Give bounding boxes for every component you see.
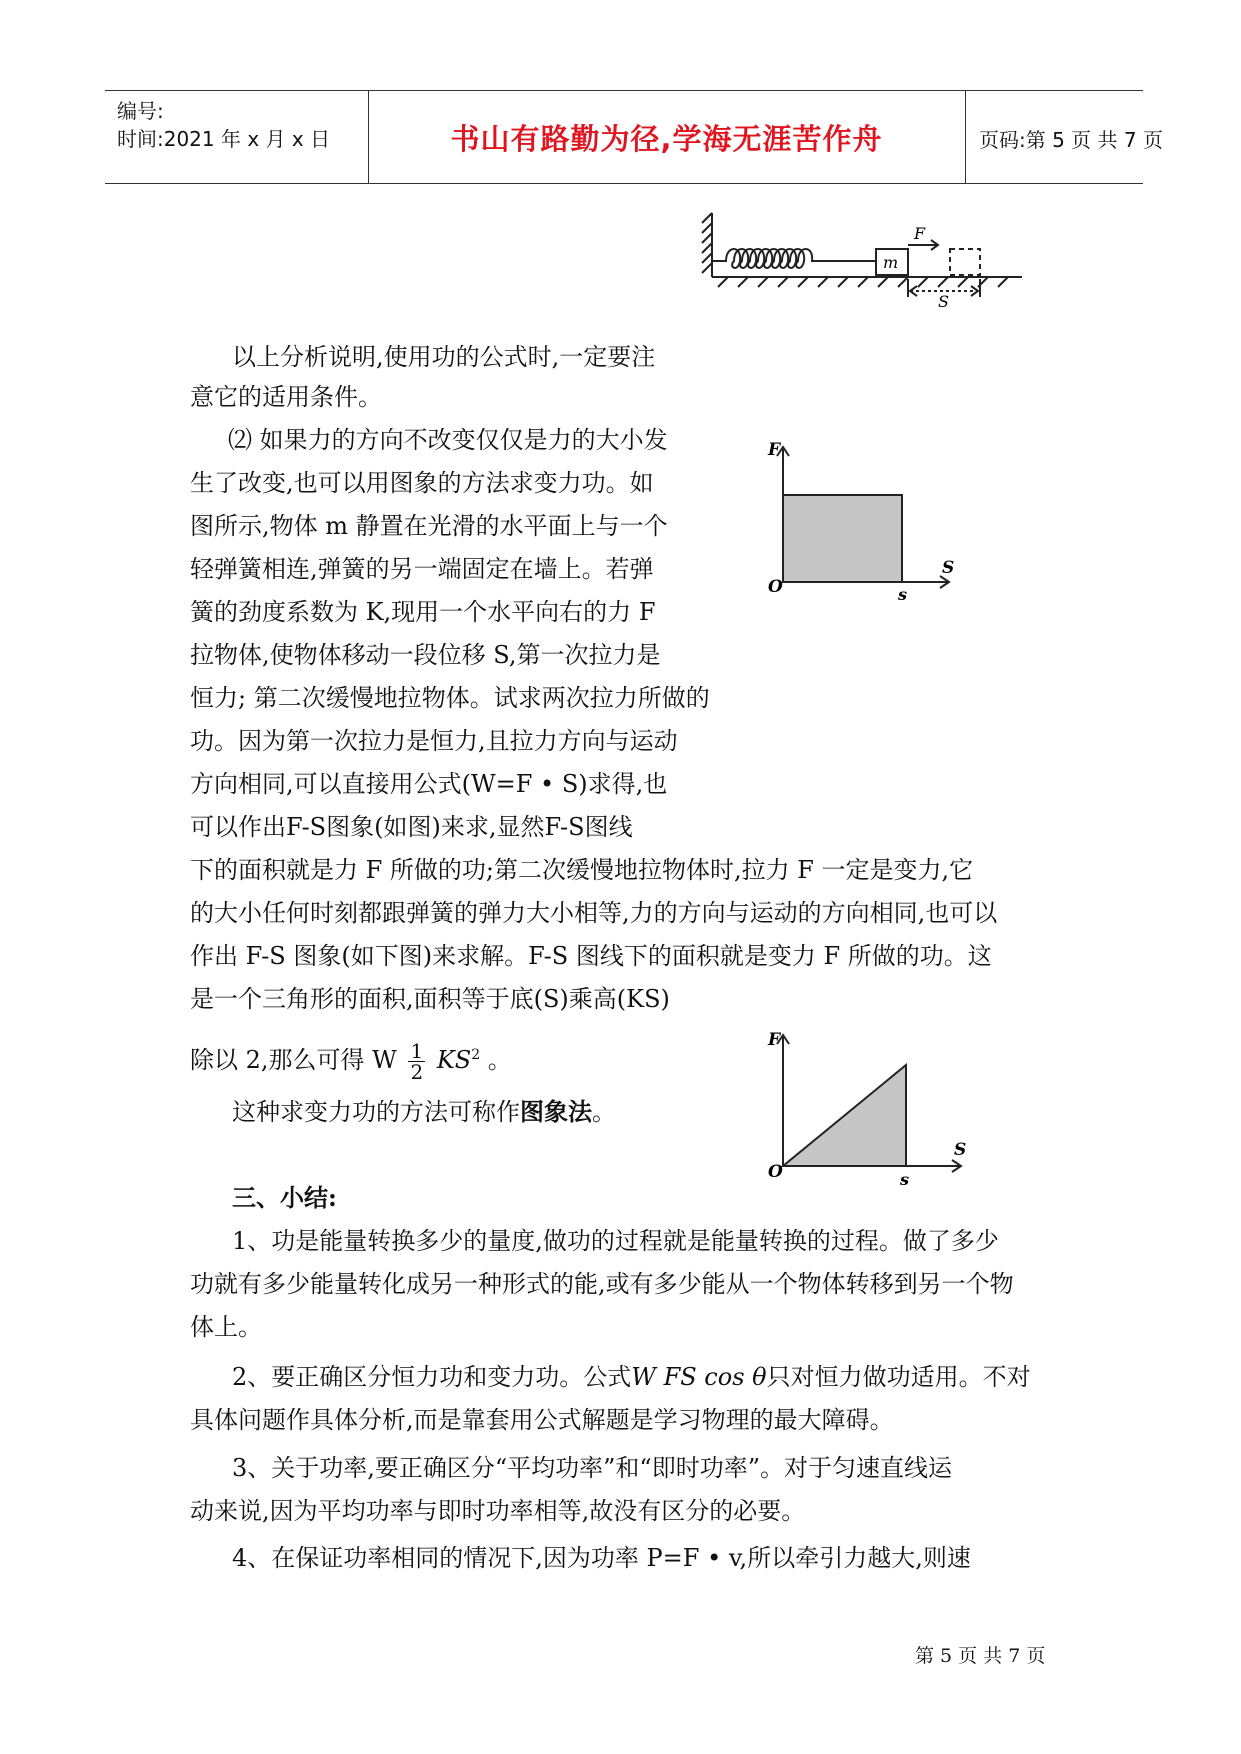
p2-line-14: 是一个三角形的面积,面积等于底(S)乘高(KS) xyxy=(190,985,670,1013)
force-label: F xyxy=(914,224,926,243)
s2-text-a: 2、要正确区分恒力功和变力功。公式 xyxy=(232,1363,632,1391)
p2-line-7: 恒力; 第二次缓慢地拉物体。试求两次拉力所做的 xyxy=(190,684,710,712)
disp-label: S xyxy=(938,292,949,311)
p2-line-4: 轻弹簧相连,弹簧的另一端固定在墙上。若弹 xyxy=(190,555,654,583)
number-label: 编号: xyxy=(117,99,164,123)
page-header xyxy=(105,90,1163,184)
header-right-cell xyxy=(967,91,1163,183)
p3-line xyxy=(232,1097,616,1127)
p2-line-2: 生了改变,也可以用图象的方法求变力功。如 xyxy=(190,469,654,497)
y-axis-label: F xyxy=(768,440,781,460)
p2-line-6: 拉物体,使物体移动一段位移 S,第一次拉力是 xyxy=(190,641,661,669)
p2-line-8: 功。因为第一次拉力是恒力,且拉力方向与运动 xyxy=(190,727,678,755)
p2-line-3: 图所示,物体 m 静置在光滑的水平面上与一个 xyxy=(190,512,668,540)
dashed-block xyxy=(950,249,980,275)
s4-line-1: 4、在保证功率相同的情况下,因为功率 P=F • v,所以牵引力越大,则速 xyxy=(232,1544,971,1572)
s2-line-1 xyxy=(232,1362,1031,1392)
s2-text-b: 只对恒力做功适用。不对 xyxy=(766,1363,1031,1391)
s3-line-2: 动来说,因为平均功率与即时功率相等,故没有区分的必要。 xyxy=(190,1497,806,1525)
p3-bold-term: 图象法 xyxy=(520,1097,592,1126)
header-page-label: 页码:第 5 页 共 7 页 xyxy=(979,128,1163,152)
tick-label: s xyxy=(900,1170,910,1189)
s2-line-2: 具体问题作具体分析,而是靠套用公式解题是学习物理的最大障碍。 xyxy=(190,1406,894,1434)
disp-arrow-left xyxy=(910,286,917,296)
s2-formula: W FS cos θ xyxy=(631,1363,767,1391)
triangle-fs-graph xyxy=(766,1025,976,1190)
p3-end: 。 xyxy=(592,1098,616,1126)
header-left-cell xyxy=(105,91,369,183)
p2-line-9: 方向相同,可以直接用公式(W=F • S)求得,也 xyxy=(190,770,668,798)
origin-label: O xyxy=(768,577,783,597)
triangle-area xyxy=(783,1065,906,1166)
floor-hatch xyxy=(718,277,1008,287)
x-axis-label: S xyxy=(942,558,955,578)
s3-line-1: 3、关于功率,要正确区分“平均功率”和“即时功率”。对于匀速直线运 xyxy=(232,1454,952,1482)
rect-fs-graph xyxy=(766,435,966,605)
time-label: 时间:2021 年 x 月 x 日 xyxy=(117,127,331,151)
wall-hatch xyxy=(702,213,712,273)
p3-text: 这种求变力功的方法可称作 xyxy=(232,1098,520,1126)
summary-title: 三、小结: xyxy=(232,1183,337,1212)
s1-line-1: 1、功是能量转换多少的量度,做功的过程就是能量转换的过程。做了多少 xyxy=(232,1227,999,1255)
p2-line-5: 簧的劲度系数为 K,现用一个水平向右的力 F xyxy=(190,598,656,626)
rect-area xyxy=(783,495,902,582)
fraction-numerator: 1 xyxy=(410,1039,424,1063)
s1-line-3: 体上。 xyxy=(190,1313,262,1341)
spring-block-figure xyxy=(700,205,1030,315)
p1-line-1: 以上分析说明,使用功的公式时,一定要注 xyxy=(232,343,656,371)
x-axis-label: S xyxy=(954,1140,967,1160)
tick-label: s xyxy=(898,585,908,604)
mass-label: m xyxy=(883,253,899,272)
header-middle-cell xyxy=(368,91,966,183)
s1-line-2: 功就有多少能量转化成另一种形式的能,或有多少能从一个物体转移到另一个物 xyxy=(190,1270,1014,1298)
p2-line-10: 可以作出F-S图象(如图)来求,显然F-S图线 xyxy=(190,813,633,841)
formula-exponent: 2 xyxy=(471,1047,481,1063)
origin-label: O xyxy=(768,1162,783,1182)
fraction xyxy=(408,1041,425,1082)
p2-line-11: 下的面积就是力 F 所做的功;第二次缓慢地拉物体时,拉力 F 一定是变力,它 xyxy=(190,856,974,884)
p2-line-12: 的大小任何时刻都跟弹簧的弹力大小相等,力的方向与运动的方向相同,也可以 xyxy=(190,899,998,927)
spring-coil xyxy=(712,249,876,268)
p2-line-13: 作出 F-S 图象(如下图)来求解。F-S 图线下的面积就是变力 F 所做的功。这 xyxy=(190,942,992,970)
p2-line-15-text: 除以 2,那么可得 W xyxy=(190,1046,405,1074)
formula-ks: KS xyxy=(436,1046,472,1074)
p2-line-15 xyxy=(190,1040,512,1082)
page-footer: 第 5 页 共 7 页 xyxy=(915,1645,1046,1667)
formula-end: 。 xyxy=(487,1046,512,1074)
fraction-denominator: 2 xyxy=(410,1060,424,1084)
p2-line-1: ⑵ 如果力的方向不改变仅仅是力的大小发 xyxy=(228,426,668,454)
y-axis-label: F xyxy=(768,1030,781,1050)
p1-line-2: 意它的适用条件。 xyxy=(190,383,382,411)
motto: 书山有路勤为径,学海无涯苦作舟 xyxy=(450,122,883,156)
